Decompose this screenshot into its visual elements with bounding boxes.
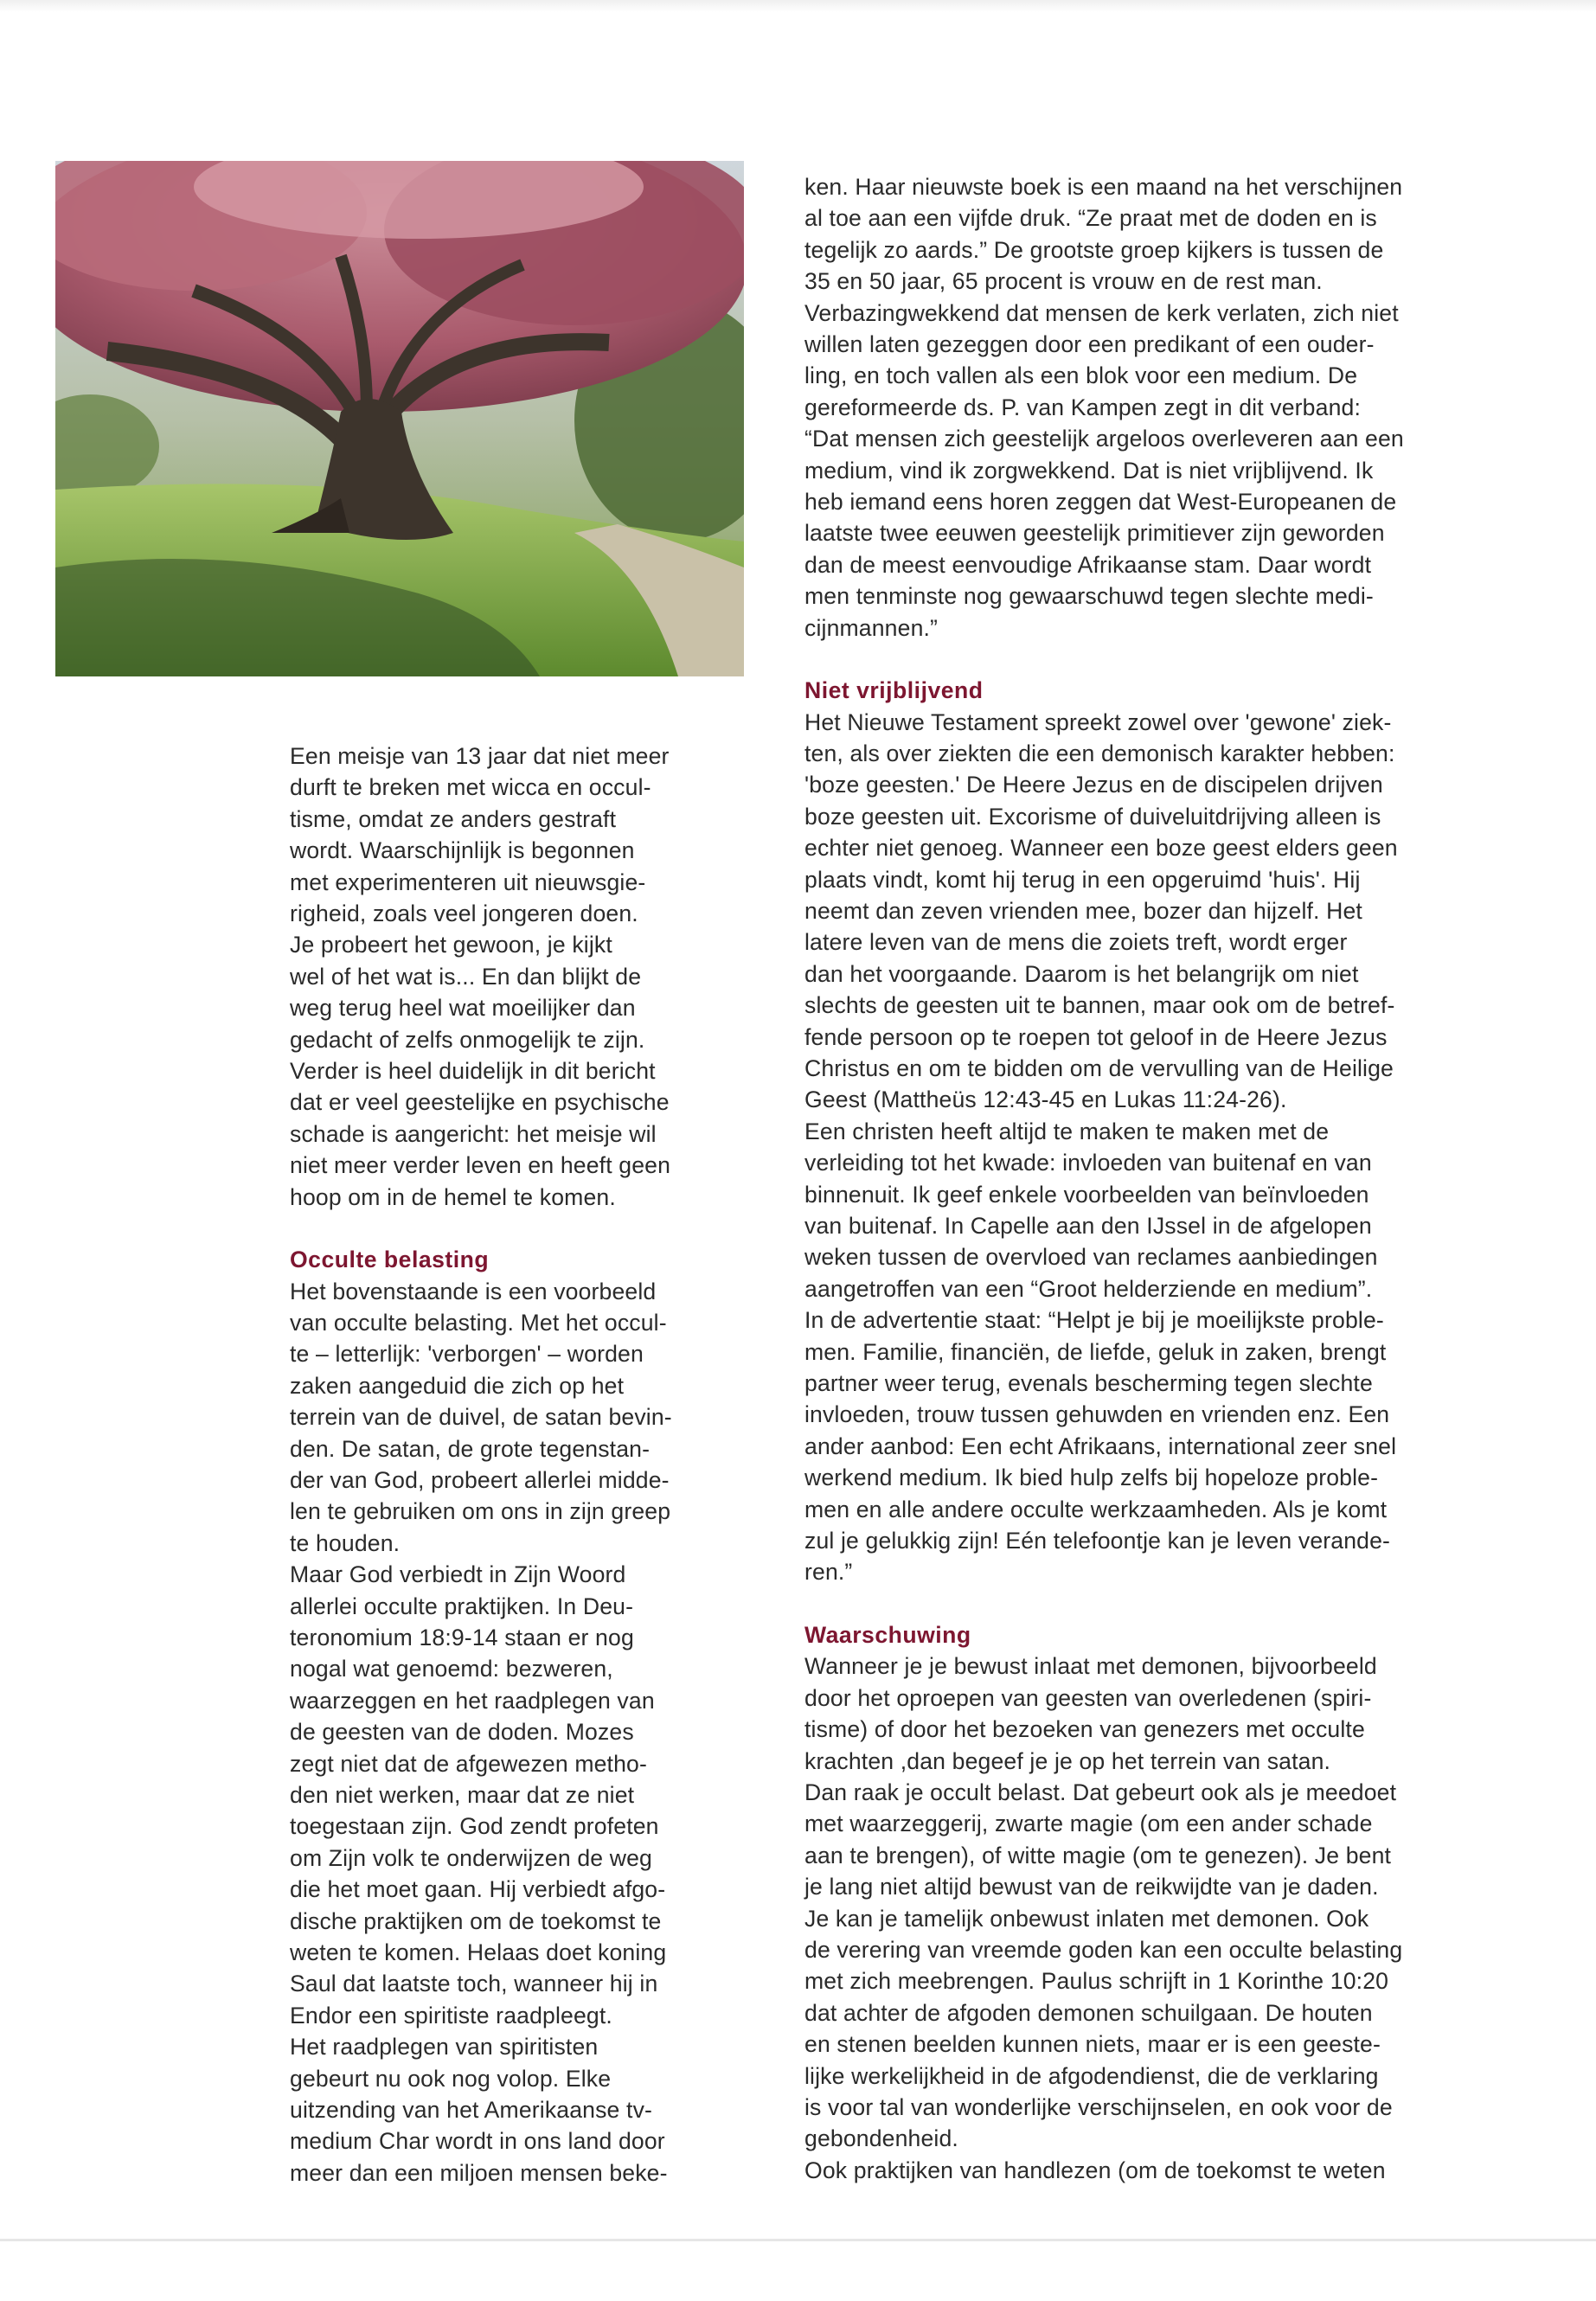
text-line: Je kan je tamelijk onbewust inlaten met demonen. Ook — [804, 1905, 1369, 1932]
page-bottom-divider — [0, 2239, 1596, 2241]
left-text-column — [290, 740, 748, 2189]
text-line: en stenen beelden kunnen niets, maar er is een geeste- — [804, 2031, 1381, 2058]
text-line: zegt niet dat de afgewezen metho- — [290, 1750, 647, 1777]
text-line: den niet werken, maar dat ze niet — [290, 1782, 635, 1808]
text-line: plaats vindt, komt hij terug in een opgeruimd 'huis'. Hij — [804, 866, 1361, 893]
text-line: die het moet gaan. Hij verbiedt afgo- — [290, 1876, 666, 1903]
text-line: toegestaan zijn. God zendt profeten — [290, 1813, 659, 1840]
text-line: gedacht of zelfs onmogelijk te zijn. — [290, 1026, 645, 1053]
text-line: uitzending van het Amerikaanse tv- — [290, 2097, 653, 2124]
text-line: zul je gelukkig zijn! Eén telefoontje kan je leven verande- — [804, 1528, 1391, 1554]
text-line: men en alle andere occulte werkzaamheden. Als je komt — [804, 1496, 1388, 1522]
text-line: krachten ,dan begeef je je op het terrein van satan. — [804, 1747, 1331, 1774]
text-line: te – letterlijk: 'verborgen' – worden — [290, 1341, 644, 1368]
section-2-paragraph — [804, 1650, 1509, 2186]
text-line: ten, als over ziekten die een demonisch karakter hebben: — [804, 740, 1395, 766]
text-line: teronomium 18:9-14 staan er nog — [290, 1624, 634, 1650]
tree-photo-illustration — [55, 161, 744, 676]
text-line: om Zijn volk te onderwijzen de weg — [290, 1844, 652, 1871]
text-line: 35 en 50 jaar, 65 procent is vrouw en de rest man. — [804, 268, 1323, 295]
section-heading-waarschuwing: Waarschuwing — [804, 1621, 971, 1648]
section-heading-occulte-belasting: Occulte belasting — [290, 1247, 490, 1273]
text-line: men tenminste nog gewaarschuwd tegen slechte medi- — [804, 583, 1374, 610]
text-line: Endor een spiritiste raadpleegt. — [290, 2002, 612, 2029]
text-line: Je probeert het gewoon, je kijkt — [290, 932, 612, 958]
text-line: meer dan een miljoen mensen beke- — [290, 2159, 668, 2186]
text-line: zaken aangeduid die zich op het — [290, 1372, 625, 1399]
text-line: Een meisje van 13 jaar dat niet meer — [290, 743, 670, 769]
text-line: neemt dan zeven vrienden mee, bozer dan hijzelf. Het — [804, 897, 1362, 924]
text-line: allerlei occulte praktijken. In Deu- — [290, 1593, 634, 1619]
text-line: 'boze geesten.' De Heere Jezus en de discipelen drijven — [804, 772, 1383, 798]
text-line: dat er veel geestelijke en psychische — [290, 1089, 670, 1116]
text-line: tegelijk zo aards.” De grootste groep kijkers is tussen de — [804, 236, 1384, 263]
text-line: der van God, probeert allerlei midde- — [290, 1466, 670, 1493]
text-line: ling, en toch vallen als een blok voor een medium. De — [804, 362, 1358, 389]
text-line: aangetroffen van een “Groot helderziende en medium”. — [804, 1275, 1373, 1302]
text-line: te houden. — [290, 1529, 401, 1556]
text-line: dat achter de afgoden demonen schuilgaan. De houten — [804, 1999, 1373, 2026]
text-line: echter niet genoeg. Wanneer een boze geest elders geen — [804, 835, 1398, 862]
text-line: ken. Haar nieuwste boek is een maand na het verschijnen — [804, 174, 1403, 200]
text-line: al toe aan een vijfde druk. “Ze praat met de doden en is — [804, 205, 1377, 232]
text-line: gebeurt nu ook nog volop. Elke — [290, 2065, 612, 2092]
text-line: medium, vind ik zorgwekkend. Dat is niet vrijblijvend. Ik — [804, 457, 1374, 484]
text-line: willen laten gezeggen door een predikant of een ouder- — [804, 331, 1375, 358]
text-line: laatste twee eeuwen geestelijk primitiever zijn geworden — [804, 520, 1385, 547]
text-line: boze geesten uit. Excorisme of duiveluitdrijving alleen is — [804, 803, 1381, 830]
text-line: medium Char wordt in ons land door — [290, 2128, 665, 2155]
left-intro-paragraph — [290, 740, 748, 1213]
text-line: fende persoon op te roepen tot geloof in de Heere Jezus — [804, 1023, 1388, 1050]
text-line: gebondenheid. — [804, 2125, 958, 2152]
text-line: gereformeerde ds. P. van Kampen zegt in dit verband: — [804, 394, 1361, 420]
text-line: van buitenaf. In Capelle aan den IJssel in de afgelopen — [804, 1213, 1372, 1239]
text-line: niet meer verder leven en heeft geen — [290, 1152, 671, 1179]
text-line: partner weer terug, evenals bescherming tegen slechte — [804, 1370, 1373, 1397]
text-line: binnenuit. Ik geef enkele voorbeelden van beïnvloeden — [804, 1181, 1369, 1208]
text-line: Het Nieuwe Testament spreekt zowel over 'gewone' ziek- — [804, 708, 1392, 735]
text-line: werkend medium. Ik bied hulp zelfs bij hopeloze proble- — [804, 1465, 1379, 1491]
text-line: slechts de geesten uit te bannen, maar ook om de betref- — [804, 992, 1395, 1019]
text-line: wordt. Waarschijnlijk is begonnen — [290, 837, 635, 864]
section-1-paragraph — [804, 707, 1509, 1588]
text-line: tisme) of door het bezoeken van genezers met occulte — [804, 1716, 1365, 1743]
text-line: men. Familie, financiën, de liefde, geluk in zaken, brengt — [804, 1338, 1387, 1365]
text-line: Dan raak je occult belast. Dat gebeurt ook als je meedoet — [804, 1779, 1397, 1805]
section-heading-niet-vrijblijvend: Niet vrijblijvend — [804, 677, 984, 704]
text-line: Christus en om te bidden om de vervulling van de Heilige — [804, 1054, 1394, 1081]
text-line: Maar God verbiedt in Zijn Woord — [290, 1561, 626, 1588]
text-line: ren.” — [804, 1559, 853, 1586]
text-line: In de advertentie staat: “Helpt je bij je moeilijkste proble- — [804, 1307, 1384, 1334]
text-line: wel of het wat is... En dan blijkt de — [290, 963, 642, 990]
text-line: Saul dat laatste toch, wanneer hij in — [290, 1971, 658, 1997]
text-line: tisme, omdat ze anders gestraft — [290, 805, 617, 832]
text-line: weten te komen. Helaas doet koning — [290, 1939, 667, 1966]
text-line: cijnmannen.” — [804, 614, 939, 641]
text-line: nogal wat genoemd: bezweren, — [290, 1656, 613, 1682]
text-line: is voor tal van wonderlijke verschijnselen, en ook voor de — [804, 2093, 1393, 2120]
text-line: terrein van de duivel, de satan bevin- — [290, 1404, 672, 1431]
text-line: latere leven van de mens die zoiets treft, wordt erger — [804, 929, 1348, 956]
text-line: de geesten van de doden. Mozes — [290, 1719, 634, 1746]
text-line: den. De satan, de grote tegenstan- — [290, 1435, 651, 1462]
text-line: de verering van vreemde goden kan een occulte belasting — [804, 1936, 1403, 1963]
right-intro-paragraph — [804, 171, 1509, 644]
text-line: ander aanbod: Een echt Afrikaans, international zeer snel — [804, 1433, 1397, 1459]
text-line: heb iemand eens horen zeggen dat West-Europeanen de — [804, 489, 1397, 516]
text-line: dische praktijken om de toekomst te — [290, 1907, 662, 1934]
text-line: dan de meest eenvoudige Afrikaanse stam. Daar wordt — [804, 551, 1372, 578]
text-line: weg terug heel wat moeilijker dan — [290, 995, 636, 1022]
text-line: verleiding tot het kwade: invloeden van buitenaf en van — [804, 1150, 1372, 1176]
text-line: Verbazingwekkend dat mensen de kerk verlaten, zich niet — [804, 299, 1399, 326]
text-line: je lang niet altijd bewust van de reikwijdte van je daden. — [804, 1874, 1379, 1900]
text-line: met waarzeggerij, zwarte magie (om een ander schade — [804, 1811, 1373, 1837]
text-line: Geest (Mattheüs 12:43-45 en Lukas 11:24-26). — [804, 1086, 1287, 1113]
text-line: durft te breken met wicca en occul- — [290, 774, 651, 801]
text-line: “Dat mensen zich geestelijk argeloos overleveren aan een — [804, 426, 1404, 452]
text-line: Verder is heel duidelijk in dit bericht — [290, 1058, 656, 1085]
page-edge-shadow — [0, 0, 1596, 12]
text-line: invloeden, trouw tussen gehuwden en vrienden enz. Een — [804, 1401, 1390, 1428]
text-line: Het raadplegen van spiritisten — [290, 2034, 599, 2061]
text-line: Een christen heeft altijd te maken te maken met de — [804, 1118, 1330, 1144]
left-body-paragraph — [290, 1276, 748, 2189]
right-text-column — [804, 171, 1509, 2186]
text-line: Ook praktijken van handlezen (om de toekomst te weten — [804, 2157, 1386, 2183]
text-line: dan het voorgaande. Daarom is het belangrijk om niet — [804, 960, 1359, 987]
tree-photo — [55, 161, 744, 676]
text-line: door het oproepen van geesten van overledenen (spiri- — [804, 1684, 1372, 1711]
text-line: met experimenteren uit nieuwsgie- — [290, 868, 646, 895]
text-line: aan te brengen), of witte magie (om te genezen). Je bent — [804, 1842, 1392, 1868]
text-line: len te gebruiken om ons in zijn greep — [290, 1498, 671, 1525]
text-line: met zich meebrengen. Paulus schrijft in 1 Korinthe 10:20 — [804, 1968, 1389, 1995]
text-line: lijke werkelijkheid in de afgodendienst, die de verklaring — [804, 2062, 1379, 2089]
text-line: weken tussen de overvloed van reclames aanbiedingen — [804, 1244, 1378, 1271]
text-line: waarzeggen en het raadplegen van — [290, 1687, 655, 1714]
text-line: van occulte belasting. Met het occul- — [290, 1309, 667, 1336]
text-line: Wanneer je je bewust inlaat met demonen, bijvoorbeeld — [804, 1653, 1377, 1680]
text-line: hoop om in de hemel te komen. — [290, 1183, 616, 1210]
text-line: schade is aangericht: het meisje wil — [290, 1120, 657, 1147]
text-line: Het bovenstaande is een voorbeeld — [290, 1278, 657, 1304]
text-line: righeid, zoals veel jongeren doen. — [290, 901, 638, 927]
